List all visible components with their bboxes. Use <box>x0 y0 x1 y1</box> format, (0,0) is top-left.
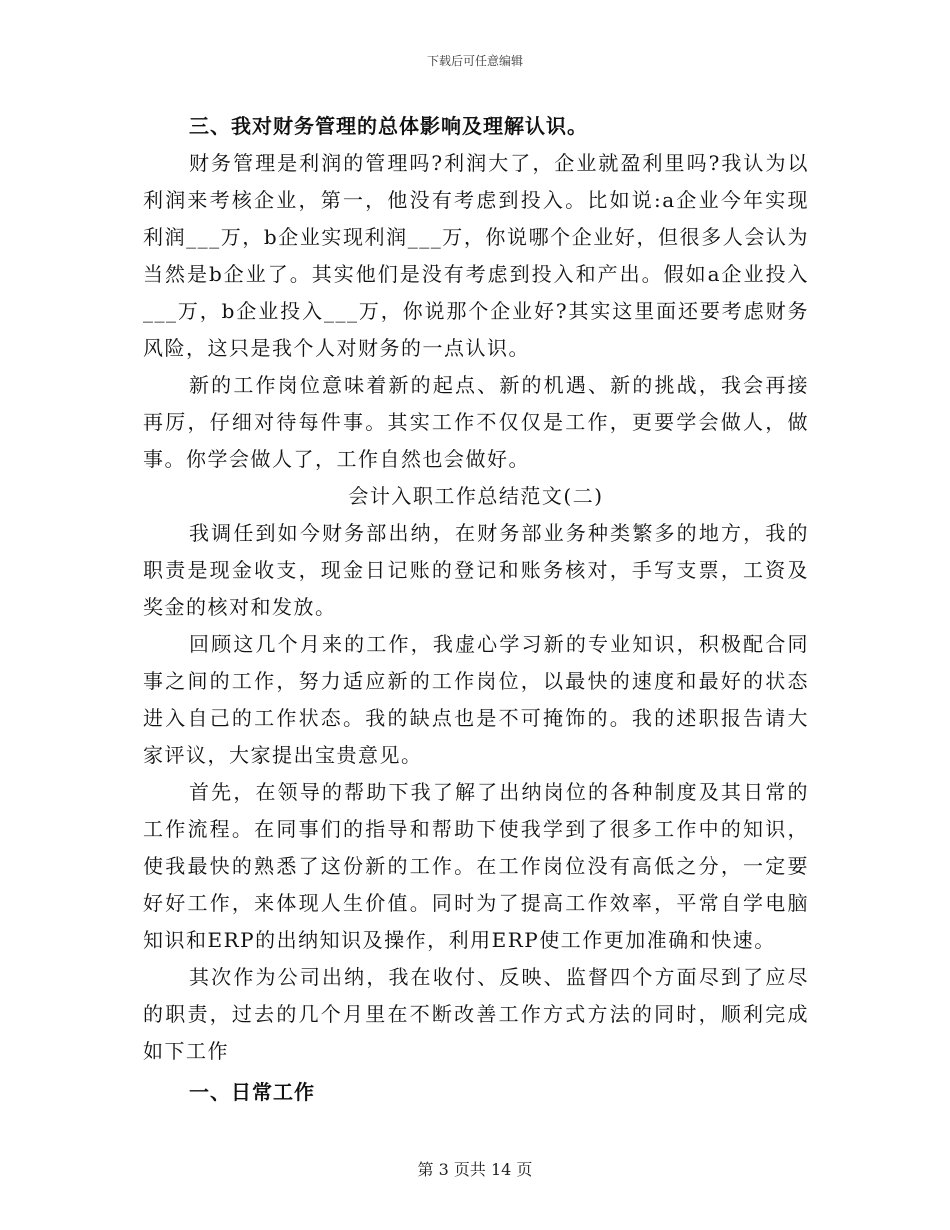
document-body <box>143 108 809 1111</box>
page-header-note: 下载后可任意编辑 <box>426 54 523 68</box>
article-title-2: 会计入职工作总结范文(二) <box>348 484 604 508</box>
paragraph-first: 首先，在领导的帮助下我了解了出纳岗位的各种制度及其日常的工作流程。在同事们的指导和帮助下使我学到了很多工作中的知识，使我最快的熟悉了这份新的工作。在工作岗位没有高低之分，一定要好好工作，来体现人生价值。同时为了提高工作效率，平常自学电脑知识和ERP的出纳知识及操作，利用ERP使工作更加准确和快速。 <box>143 780 809 952</box>
paragraph-finance-profit: 财务管理是利润的管理吗?利润大了，企业就盈利里吗?我认为以利润来考核企业，第一，他没有考虑到投入。比如说:a企业今年实现利润___万，b企业实现利润___万，你说哪个企业好，但很多人会认为当然是b企业了。其实他们是没有考虑到投入和产出。假如a企业投入___万，b企业投入___万，你说那个企业好?其实这里面还要考虑财务风险，这只是我个人对财务的一点认识。 <box>143 151 809 360</box>
section-heading-3: 三、我对财务管理的总体影响及理解认识。 <box>189 114 588 138</box>
page-number: 第 3 页共 14 页 <box>417 1160 533 1179</box>
paragraph-second: 其次作为公司出纳，我在收付、反映、监督四个方面尽到了应尽的职责，过去的几个月里在不断改善工作方式方法的同时，顺利完成如下工作 <box>143 965 809 1063</box>
paragraph-review: 回顾这几个月来的工作，我虚心学习新的专业知识，积极配合同事之间的工作，努力适应新的工作岗位，以最快的速度和最好的状态进入自己的工作状态。我的缺点也是不可掩饰的。我的述职报告请大家评议，大家提出宝贵意见。 <box>143 632 809 767</box>
subheading-daily-work: 一、日常工作 <box>189 1080 315 1104</box>
paragraph-cashier-duties: 我调任到如今财务部出纳，在财务部业务种类繁多的地方，我的职责是现金收支，现金日记账的登记和账务核对，手写支票，工资及奖金的核对和发放。 <box>143 521 809 619</box>
paragraph-new-position: 新的工作岗位意味着新的起点、新的机遇、新的挑战，我会再接再厉，仔细对待每件事。其实工作不仅仅是工作，更要学会做人，做事。你学会做人了，工作自然也会做好。 <box>143 373 809 471</box>
